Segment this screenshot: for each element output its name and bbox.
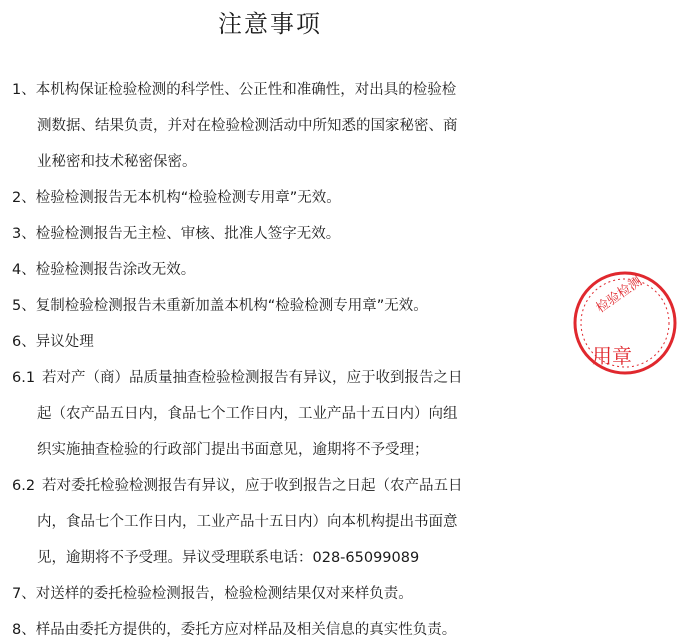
page-title: 注意事项 [218, 10, 322, 38]
svg-text:检验检测: 检验检测 [593, 274, 645, 317]
item-3: 3、检验检测报告无主检、审核、批准人签字无效。 [12, 226, 341, 242]
item-8: 8、样品由委托方提供的，委托方应对样品及相关信息的真实性负责。 [12, 622, 457, 638]
item-6-2-line-3: 见，逾期将不予受理。异议受理联系电话：028-65099089 [37, 550, 420, 566]
item-1-line-3: 业秘密和技术秘密保密。 [37, 154, 197, 170]
item-4: 4、检验检测报告涂改无效。 [12, 262, 196, 278]
item-6-1-line-2: 起（农产品五日内，食品七个工作日内，工业产品十五日内）向组 [37, 406, 458, 422]
item-6-2-line-1: 6.2 若对委托检验检测报告有异议，应于收到报告之日起（农产品五日 [12, 478, 463, 494]
official-seal-icon [570, 268, 680, 378]
svg-text:用章: 用章 [592, 344, 632, 368]
item-6-1-line-3: 织实施抽查检验的行政部门提出书面意见，逾期将不予受理； [37, 442, 429, 458]
item-1-number: 1、 [12, 82, 36, 98]
item-6-2-number: 6.2 [12, 478, 36, 494]
item-5: 5、复制检验检测报告未重新加盖本机构“检验检测专用章”无效。 [12, 298, 428, 314]
item-6-2-line-2: 内，食品七个工作日内，工业产品十五日内）向本机构提出书面意 [37, 514, 458, 530]
item-2: 2、检验检测报告无本机构“检验检测专用章”无效。 [12, 190, 341, 206]
item-1-line-2: 测数据、结果负责，并对在检验检测活动中所知悉的国家秘密、商 [37, 118, 458, 134]
item-1-line-1: 1、本机构保证检验检测的科学性、公正性和准确性，对出具的检验检 [12, 82, 457, 98]
item-6: 6、异议处理 [12, 334, 94, 350]
item-6-1-number: 6.1 [12, 370, 36, 386]
item-6-1-line-1: 6.1 若对产（商）品质量抽查检验检测报告有异议，应于收到报告之日 [12, 370, 463, 386]
item-7: 7、对送样的委托检验检测报告，检验检测结果仅对来样负责。 [12, 586, 413, 602]
